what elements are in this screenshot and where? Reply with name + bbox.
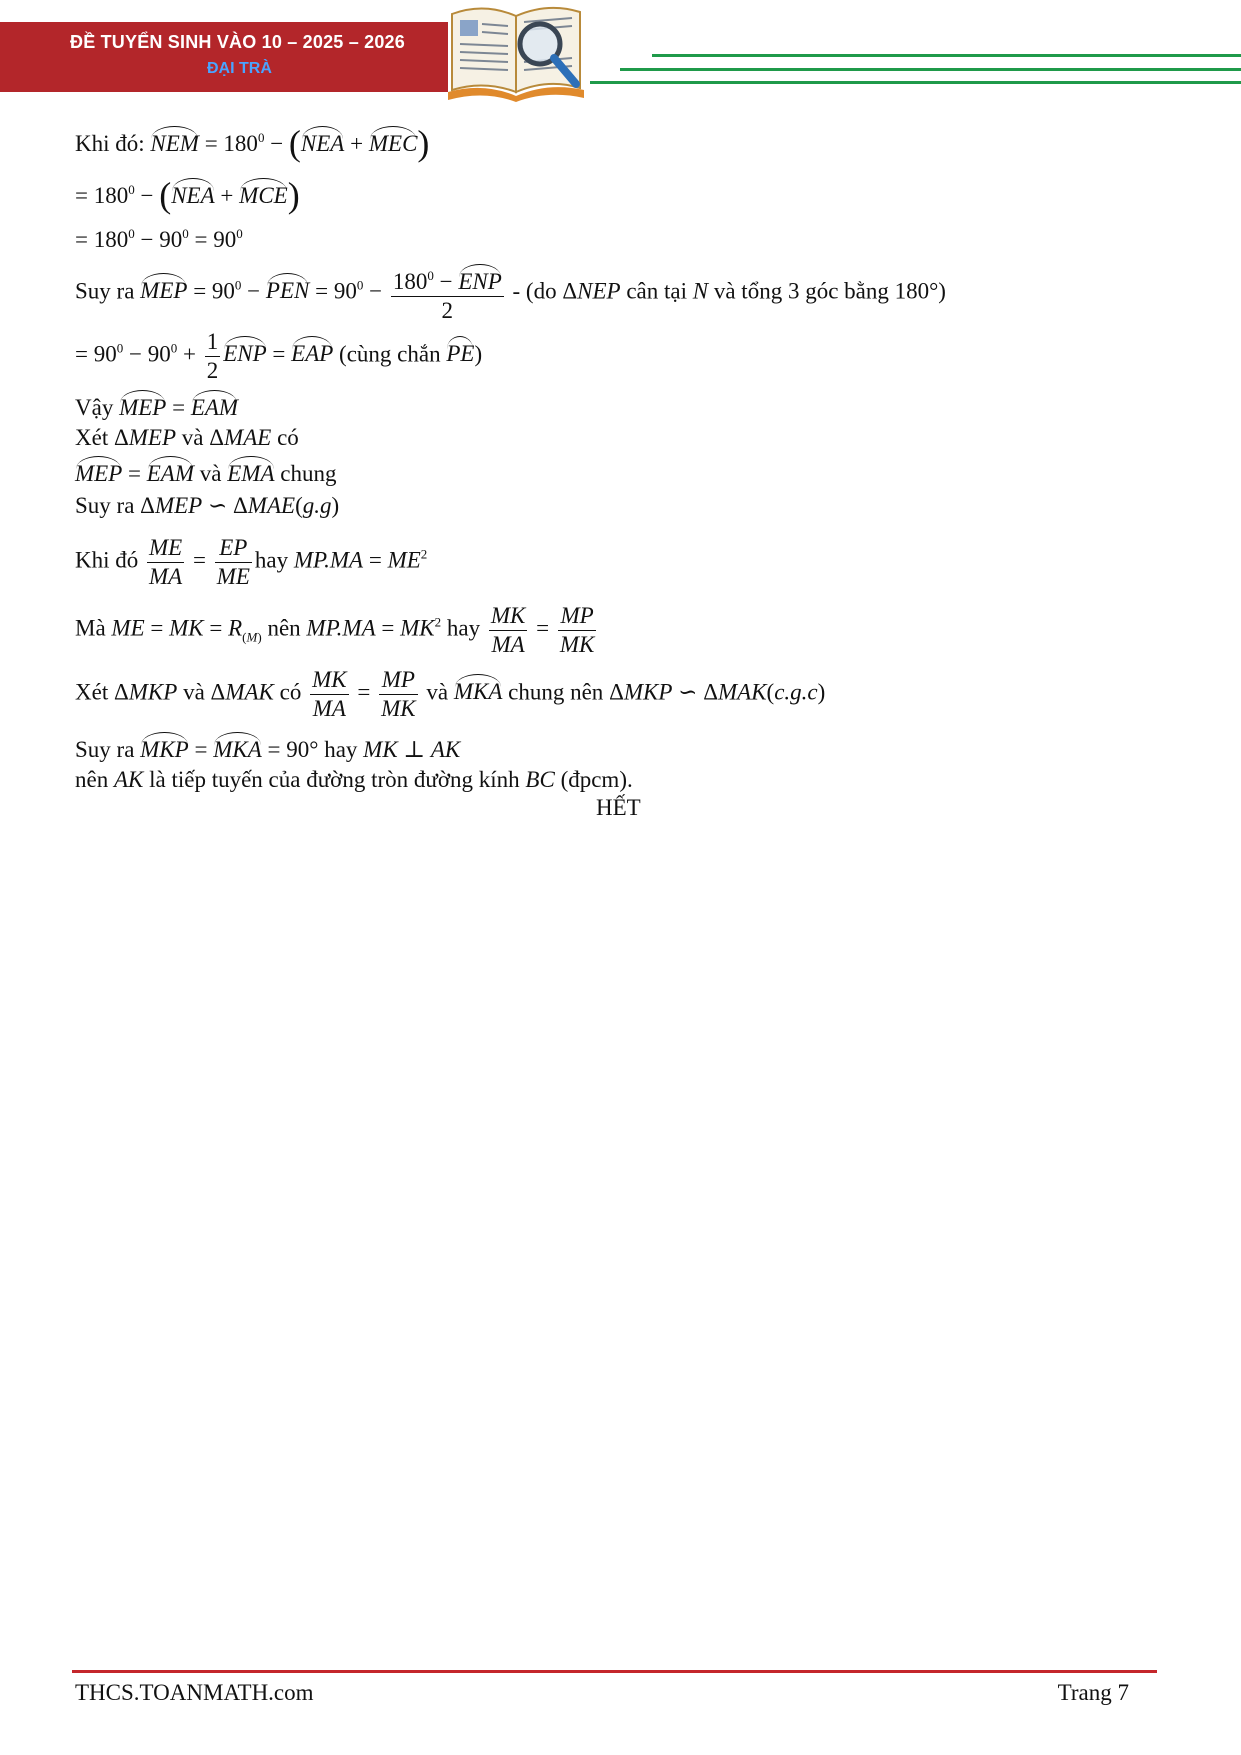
word-khi-do: Khi đó: <box>75 131 145 156</box>
word-co: có <box>277 425 299 450</box>
line-ratio-1: Khi đó $\frac{ME}{MA}$ = $\frac{EP}{ME}$ hay $MP.MA = ME^2$ <box>75 535 428 589</box>
header-subtitle: ĐẠI TRÀ <box>207 60 272 77</box>
line-angles-equal: MEP = EAM và EMA chung <box>75 454 336 488</box>
line-perpendicular: Suy ra MKP = MKA = 90° hay MK ⊥ AK <box>75 730 460 764</box>
line-90: = $180^0 - 90^0 = 90^0$ <box>75 226 243 252</box>
line-xet-1: Xét ΔMEP và ΔMAE có <box>75 425 299 450</box>
word-ket-luan: là tiếp tuyến của đường tròn đường kính <box>149 767 520 792</box>
word-suy-ra: Suy ra <box>75 493 135 518</box>
line-radius: Mà ME = MK = $R_{(M)}$ nên $MP.MA = MK^2$ hay $\frac{MK}{MA}$ = $\frac{MP}{MK}$ <box>75 603 595 657</box>
word-hay: hay <box>324 737 358 762</box>
header-rule-bottom <box>590 81 1241 84</box>
word-do: - (do <box>512 278 557 304</box>
word-cung-chan: (cùng chắn <box>339 341 441 367</box>
word-va: và <box>181 425 204 450</box>
header-rule-top <box>652 54 1241 57</box>
end-mark: HẾT <box>596 795 641 820</box>
line-xet-2: Xét ΔMKP và ΔMAK có $\frac{MK}{MA}$ = $\frac{MP}{MK}$ và MKA chung nên ΔMKP ∽ ΔMAK(c.g.c) <box>75 667 826 721</box>
line-eap: = $90^0 - 90^0$ + $\frac{1}{2}$ ENP = EAP (cùng chắn PE) <box>75 329 483 383</box>
word-va: và <box>199 461 222 486</box>
footer-site: THCS.TOANMATH.com <box>75 1680 314 1705</box>
line-vay: Vậy MEP = EAM <box>75 388 238 422</box>
word-va: và <box>426 679 449 705</box>
word-co: có <box>279 679 302 705</box>
word-nen: nên <box>267 615 301 641</box>
book-magnifier-icon <box>444 0 592 104</box>
line-mep: Suy ra MEP = $90^0$ − PEN = $90^0$ − $\frac{180^0 - ENP}{2}$ - (do ΔNEP cân tại N và tổng 3 góc bằng 180°) <box>75 262 946 324</box>
word-xet: Xét <box>75 425 109 450</box>
word-ma: Mà <box>75 615 106 641</box>
word-suy-ra: Suy ra <box>75 278 135 304</box>
word-va: và <box>183 679 205 705</box>
word-chung-nen: chung nên <box>508 679 604 705</box>
word-nen: nên <box>75 767 109 792</box>
word-khi-do: Khi đó <box>75 547 139 573</box>
header-rule-middle <box>620 68 1241 71</box>
word-dpcm: (đpcm). <box>560 767 633 792</box>
header-title: ĐỀ TUYỂN SINH VÀO 10 – 2025 – 2026 <box>70 32 405 52</box>
word-chung: chung <box>280 461 337 486</box>
word-hay: hay <box>254 547 289 573</box>
line-similar-1: Suy ra ΔMEP ∽ ΔMAE(g.g) <box>75 493 340 518</box>
footer-page-number: Trang 7 <box>1057 1680 1129 1705</box>
word-hay: hay <box>446 615 481 641</box>
word-can-tai: cân tại <box>626 278 687 304</box>
line-nea-mce: = $180^0 - (NEA + MCE)$ <box>75 175 300 215</box>
word-tong-3-goc: và tổng 3 góc bằng 180°) <box>713 278 946 304</box>
line-conclusion: nên AK là tiếp tuyến của đường tròn đường kính BC (đpcm). <box>75 767 633 792</box>
word-xet: Xét <box>75 679 109 705</box>
line-nem: Khi đó: NEM = $180^0 - (NEA + MEC)$ <box>75 123 430 163</box>
word-suy-ra: Suy ra <box>75 737 135 762</box>
footer-rule <box>72 1670 1157 1673</box>
word-vay: Vậy <box>75 395 114 420</box>
